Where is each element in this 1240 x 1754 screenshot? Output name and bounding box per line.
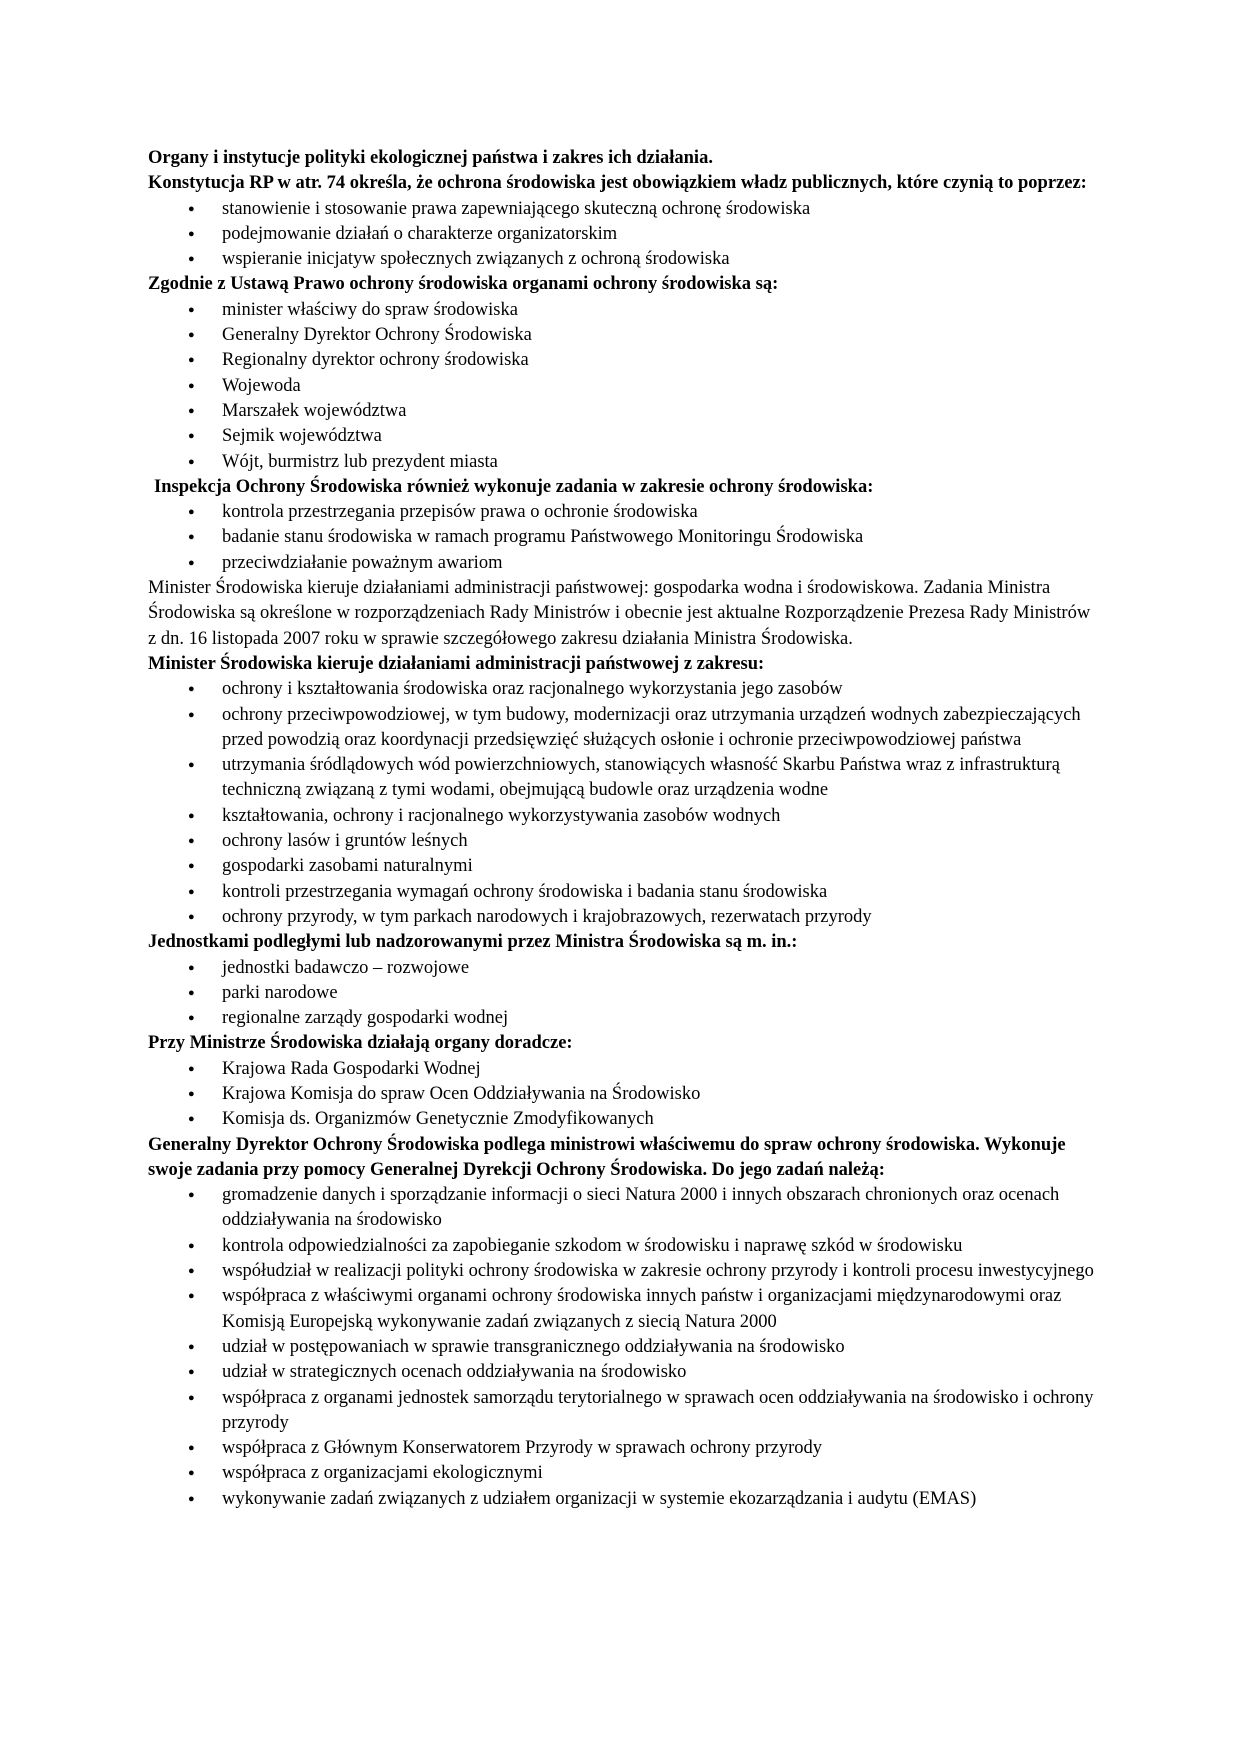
list-item: ● kontroli przestrzegania wymagań ochrony środowiska i badania stanu środowiska (148, 880, 1098, 905)
bullet-list (148, 956, 1098, 1032)
list-item: ● współpraca z właściwymi organami ochrony środowiska innych państw i organizacjami międzynarodowymi oraz Komisją Europejską wykonywanie zadań związanych z siecią Natura 2000 (148, 1284, 1098, 1335)
list-item: ● udział w strategicznych ocenach oddziaływania na środowisko (148, 1360, 1098, 1385)
list-item: ● udział w postępowaniach w sprawie transgranicznego oddziaływania na środowisko (148, 1335, 1098, 1360)
list-item: ● parki narodowe (148, 981, 1098, 1006)
list-item: ● Wójt, burmistrz lub prezydent miasta (148, 450, 1098, 475)
list-item: ● gromadzenie danych i sporządzanie informacji o sieci Natura 2000 i innych obszarach chronionych oraz ocenach oddziaływania na środowisko (148, 1183, 1098, 1234)
list-item: ● ochrony i kształtowania środowiska oraz racjonalnego wykorzystania jego zasobów (148, 677, 1098, 702)
list-item: ● współpraca z organami jednostek samorządu terytorialnego w sprawach ocen oddziaływania na środowisko i ochrony przyrody (148, 1386, 1098, 1437)
list-item: ● współpraca z organizacjami ekologicznymi (148, 1461, 1098, 1486)
list-item: ● gospodarki zasobami naturalnymi (148, 854, 1098, 879)
bullet-list (148, 197, 1098, 273)
list-item: ● Regionalny dyrektor ochrony środowiska (148, 348, 1098, 373)
list-item: ● Komisja ds. Organizmów Genetycznie Zmodyfikowanych (148, 1107, 1098, 1132)
section-heading: Zgodnie z Ustawą Prawo ochrony środowiska organami ochrony środowiska są: (148, 274, 779, 295)
list-item: ● badanie stanu środowiska w ramach programu Państwowego Monitoringu Środowiska (148, 525, 1098, 550)
list-item: ● kontrola przestrzegania przepisów prawa o ochronie środowiska (148, 500, 1098, 525)
list-item: ● wykonywanie zadań związanych z udziałem organizacji w systemie ekozarządzania i audytu (EMAS) (148, 1487, 1098, 1512)
list-item: ● Generalny Dyrektor Ochrony Środowiska (148, 323, 1098, 348)
bullet-list (148, 500, 1098, 576)
section-heading: Inspekcja Ochrony Środowiska również wykonuje zadania w zakresie ochrony środowiska: (154, 476, 874, 497)
list-item: ● regionalne zarządy gospodarki wodnej (148, 1006, 1098, 1031)
section-heading: Minister Środowiska kieruje działaniami administracji państwowej z zakresu: (148, 653, 765, 674)
list-item: ● Sejmik województwa (148, 424, 1098, 449)
body-paragraph: Minister Środowiska kieruje działaniami administracji państwowej: gospodarka wodna i środowiskowa. Zadania Ministra Środowiska są określone w rozporządzeniach Rady Ministrów i obecnie jest aktualne Rozporządzenie Prezesa Rady Ministrów z dn. 16 listopada 2007 roku w sprawie szczegółowego zakresu działania Ministra Środowiska. (148, 578, 1091, 649)
section-heading: Przy Ministrze Środowiska działają organy doradcze: (148, 1033, 573, 1054)
bullet-list (148, 677, 1098, 930)
list-item: ● ochrony przeciwpowodziowej, w tym budowy, modernizacji oraz utrzymania urządzeń wodnych zabezpieczających przed powodzią oraz koordynacji przedsięwzięć służących osłonie i ochronie przeciwpowodziowej państwa (148, 703, 1098, 754)
list-item: ● Marszałek województwa (148, 399, 1098, 424)
list-item: ● Krajowa Komisja do spraw Ocen Oddziaływania na Środowisko (148, 1082, 1098, 1107)
list-item: ● minister właściwy do spraw środowiska (148, 298, 1098, 323)
list-item: ● wspieranie inicjatyw społecznych związanych z ochroną środowiska (148, 247, 1098, 272)
list-item: ● ochrony lasów i gruntów leśnych (148, 829, 1098, 854)
list-item: ● jednostki badawczo – rozwojowe (148, 956, 1098, 981)
list-item: ● współpraca z Głównym Konserwatorem Przyrody w sprawach ochrony przyrody (148, 1436, 1098, 1461)
list-item: ● stanowienie i stosowanie prawa zapewniającego skuteczną ochronę środowiska (148, 197, 1098, 222)
document-body (148, 146, 1098, 1512)
list-item: ● Wojewoda (148, 374, 1098, 399)
section-heading: Jednostkami podległymi lub nadzorowanymi przez Ministra Środowiska są m. in.: (148, 932, 798, 953)
list-item: ● ochrony przyrody, w tym parkach narodowych i krajobrazowych, rezerwatach przyrody (148, 905, 1098, 930)
list-item: ● współudział w realizacji polityki ochrony środowiska w zakresie ochrony przyrody i kontroli procesu inwestycyjnego (148, 1259, 1098, 1284)
section-heading: Generalny Dyrektor Ochrony Środowiska podlega ministrowi właściwemu do spraw ochrony środowiska. Wykonuje swoje zadania przy pomocy Generalnej Dyrekcji Ochrony Środowiska. Do jego zadań należą: (148, 1134, 1066, 1180)
bullet-list (148, 1183, 1098, 1512)
list-item: ● kształtowania, ochrony i racjonalnego wykorzystywania zasobów wodnych (148, 804, 1098, 829)
list-item: ● podejmowanie działań o charakterze organizatorskim (148, 222, 1098, 247)
section-heading: Organy i instytucje polityki ekologicznej państwa i zakres ich działania. (148, 148, 713, 168)
list-item: ● utrzymania śródlądowych wód powierzchniowych, stanowiących własność Skarbu Państwa wraz z infrastrukturą techniczną związaną z tymi wodami, obejmującą budowle oraz urządzenia wodne (148, 753, 1098, 804)
bullet-list (148, 298, 1098, 475)
section-heading: Konstytucja RP w atr. 74 określa, że ochrona środowiska jest obowiązkiem władz publicznych, które czynią to poprzez: (148, 173, 1087, 194)
list-item: ● Krajowa Rada Gospodarki Wodnej (148, 1057, 1098, 1082)
list-item: ● kontrola odpowiedzialności za zapobieganie szkodom w środowisku i naprawę szkód w środowisku (148, 1234, 1098, 1259)
list-item: ● przeciwdziałanie poważnym awariom (148, 551, 1098, 576)
bullet-list (148, 1057, 1098, 1133)
